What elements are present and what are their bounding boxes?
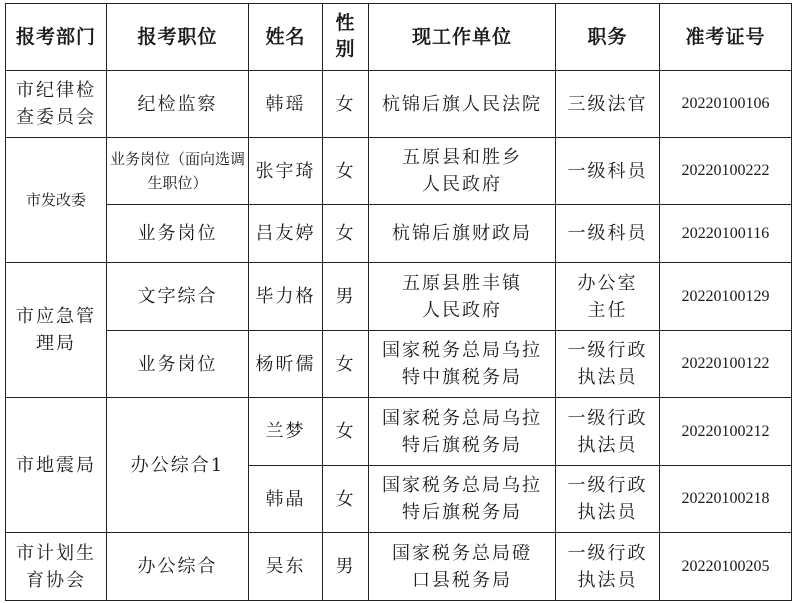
workplace-cell: 杭锦后旗财政局: [369, 205, 556, 263]
table-row: [6, 71, 792, 138]
workplace-cell: 杭锦后旗人民法院: [369, 71, 556, 138]
ticket-cell: 20220100212: [660, 398, 792, 466]
table-row: [6, 205, 792, 263]
position-cell: 业务岗位: [107, 205, 249, 263]
table-row: [6, 331, 792, 398]
table-row: [6, 263, 792, 331]
duty-cell: 一级行政执法员: [556, 331, 660, 398]
workplace-cell: 五原县和胜乡人民政府: [369, 138, 556, 205]
gender-cell: 女: [323, 205, 369, 263]
gender-cell: 男: [323, 533, 369, 601]
duty-cell: 一级行政执法员: [556, 466, 660, 533]
header-duty: 职务: [556, 4, 660, 71]
table-row: [6, 533, 792, 601]
name-cell: 兰梦: [249, 398, 323, 466]
name-cell: 韩晶: [249, 466, 323, 533]
dept-cell: 市计划生育协会: [6, 533, 107, 601]
ticket-cell: 20220100129: [660, 263, 792, 331]
position-cell: 业务岗位（面向选调生职位）: [107, 138, 249, 205]
gender-cell: 女: [323, 331, 369, 398]
dept-cell: 市纪律检查委员会: [6, 71, 107, 138]
dept-cell: 市地震局: [6, 398, 107, 533]
position-cell: 文字综合: [107, 263, 249, 331]
duty-cell: 三级法官: [556, 71, 660, 138]
ticket-cell: 20220100205: [660, 533, 792, 601]
duty-cell: 一级科员: [556, 205, 660, 263]
table-row: [6, 398, 792, 466]
gender-cell: 女: [323, 398, 369, 466]
position-cell: 办公综合1: [107, 398, 249, 533]
ticket-cell: 20220100218: [660, 466, 792, 533]
name-cell: 吴东: [249, 533, 323, 601]
name-cell: 张宇琦: [249, 138, 323, 205]
ticket-cell: 20220100106: [660, 71, 792, 138]
header-name: 姓名: [249, 4, 323, 71]
header-gender: 性别: [323, 4, 369, 71]
position-cell: 纪检监察: [107, 71, 249, 138]
header-ticket: 准考证号: [660, 4, 792, 71]
workplace-cell: 五原县胜丰镇人民政府: [369, 263, 556, 331]
header-position: 报考职位: [107, 4, 249, 71]
gender-cell: 女: [323, 466, 369, 533]
name-cell: 韩瑶: [249, 71, 323, 138]
duty-cell: 一级行政执法员: [556, 533, 660, 601]
header-row: [6, 4, 792, 71]
gender-cell: 女: [323, 71, 369, 138]
ticket-cell: 20220100122: [660, 331, 792, 398]
header-dept: 报考部门: [6, 4, 107, 71]
workplace-cell: 国家税务总局乌拉特后旗税务局: [369, 398, 556, 466]
name-cell: 杨昕儒: [249, 331, 323, 398]
ticket-cell: 20220100116: [660, 205, 792, 263]
position-cell: 办公综合: [107, 533, 249, 601]
dept-cell: 市发改委: [6, 138, 107, 263]
workplace-cell: 国家税务总局乌拉特中旗税务局: [369, 331, 556, 398]
header-workplace: 现工作单位: [369, 4, 556, 71]
name-cell: 毕力格: [249, 263, 323, 331]
duty-cell: 一级科员: [556, 138, 660, 205]
duty-cell: 办公室主任: [556, 263, 660, 331]
position-cell: 业务岗位: [107, 331, 249, 398]
gender-cell: 女: [323, 138, 369, 205]
duty-cell: 一级行政执法员: [556, 398, 660, 466]
candidate-table: [5, 3, 792, 601]
table-row: [6, 138, 792, 205]
dept-cell: 市应急管理局: [6, 263, 107, 398]
name-cell: 吕友婷: [249, 205, 323, 263]
workplace-cell: 国家税务总局磴口县税务局: [369, 533, 556, 601]
workplace-cell: 国家税务总局乌拉特后旗税务局: [369, 466, 556, 533]
ticket-cell: 20220100222: [660, 138, 792, 205]
gender-cell: 男: [323, 263, 369, 331]
